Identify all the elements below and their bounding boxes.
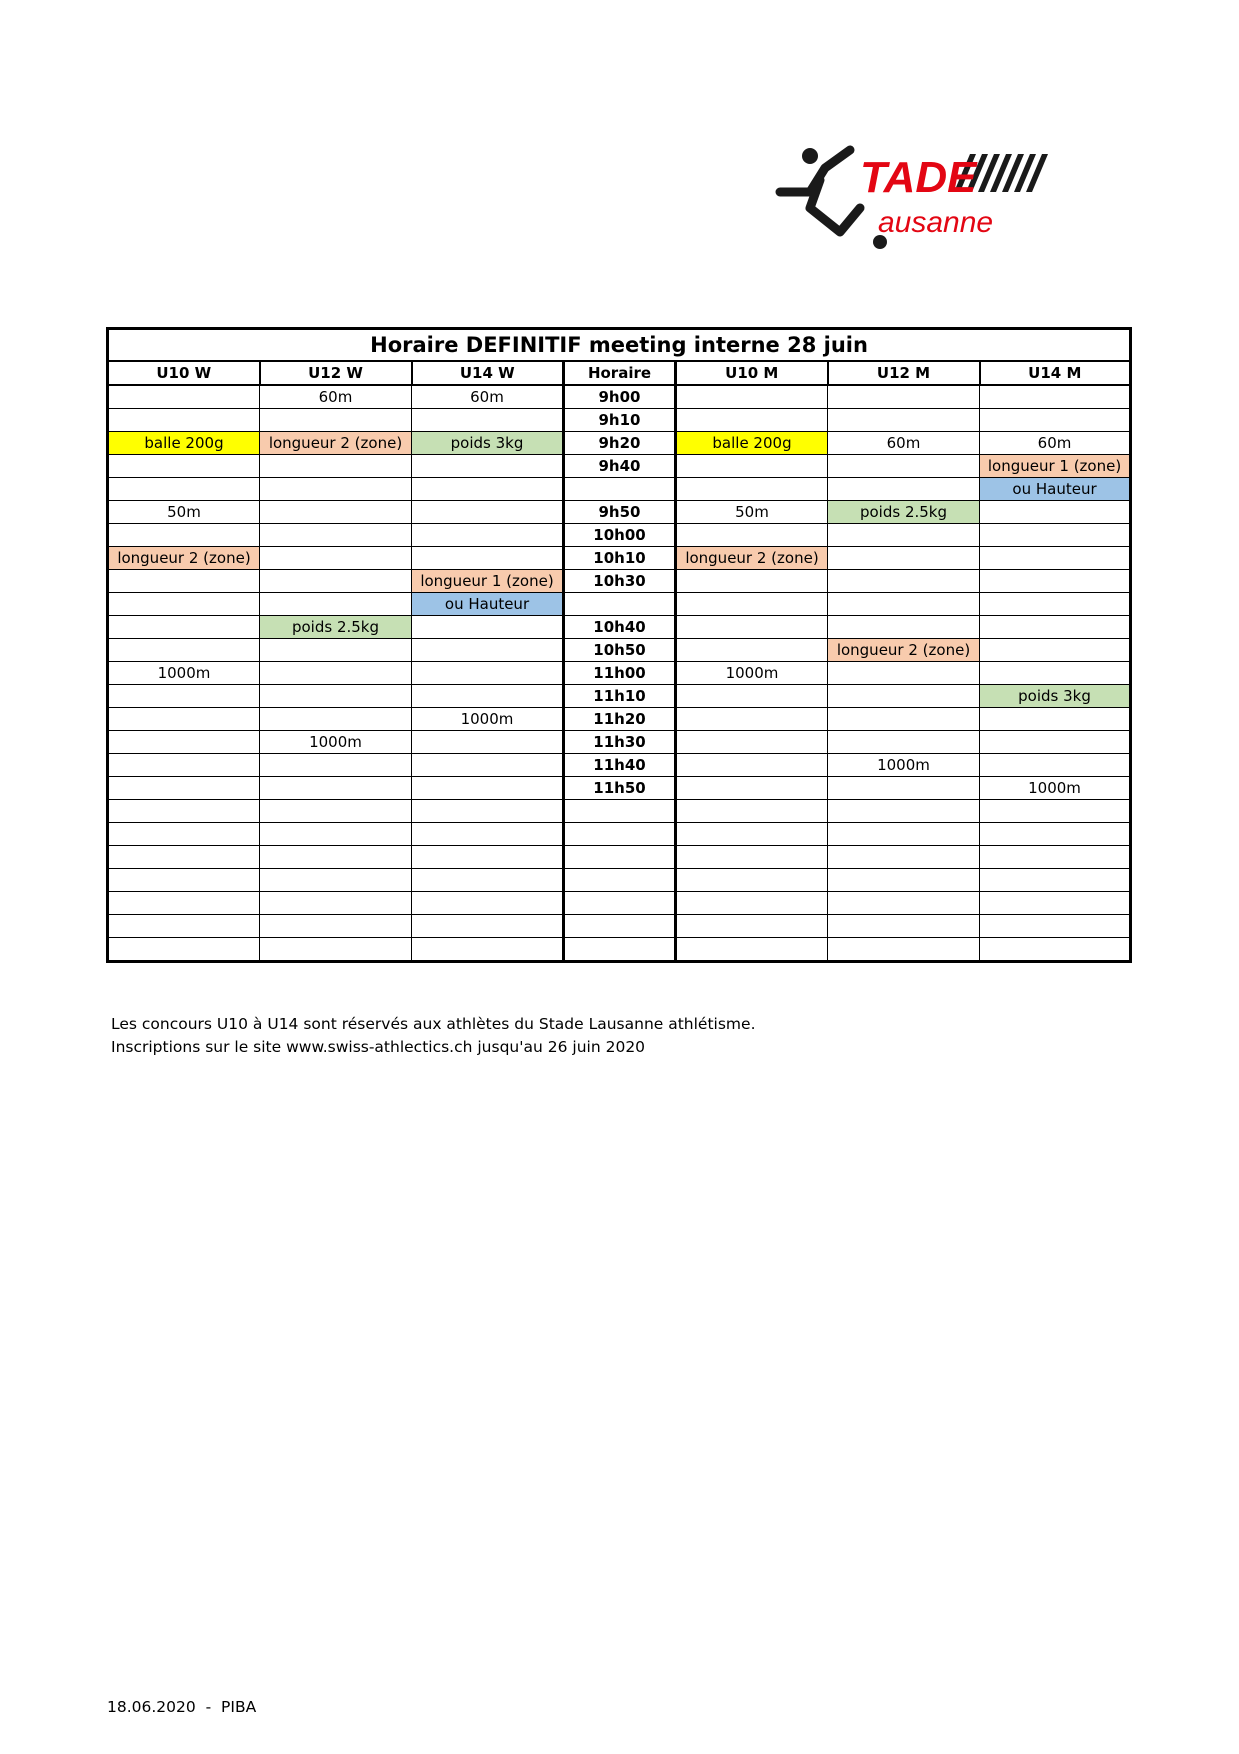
- time-cell: 10h40: [564, 616, 676, 639]
- event-cell: [412, 938, 564, 962]
- event-cell: [676, 639, 828, 662]
- event-cell: 50m: [108, 501, 260, 524]
- event-cell: 1000m: [412, 708, 564, 731]
- event-cell: [676, 846, 828, 869]
- event-cell: [412, 846, 564, 869]
- table-row: [108, 432, 1131, 455]
- event-cell: [108, 616, 260, 639]
- event-cell: [980, 892, 1131, 915]
- table-row: [108, 385, 1131, 409]
- event-cell: [108, 708, 260, 731]
- event-cell: [260, 846, 412, 869]
- table-row: [108, 501, 1131, 524]
- time-cell: 9h00: [564, 385, 676, 409]
- event-cell: [412, 409, 564, 432]
- event-cell: [412, 501, 564, 524]
- event-cell: [828, 731, 980, 754]
- column-header: U14 M: [980, 361, 1131, 385]
- event-cell: [260, 869, 412, 892]
- event-cell: [260, 892, 412, 915]
- table-row: [108, 800, 1131, 823]
- time-cell: 11h00: [564, 662, 676, 685]
- event-cell: 1000m: [676, 662, 828, 685]
- stade-lausanne-logo: [770, 140, 1070, 260]
- event-cell: [108, 777, 260, 800]
- event-cell: [828, 800, 980, 823]
- event-cell: [676, 708, 828, 731]
- note-reserved: Les concours U10 à U14 sont réservés aux athlètes du Stade Lausanne athlétisme.: [111, 1015, 756, 1033]
- event-cell: [260, 570, 412, 593]
- table-row: [108, 754, 1131, 777]
- time-cell: [564, 846, 676, 869]
- event-cell: [828, 869, 980, 892]
- event-cell: [412, 777, 564, 800]
- footer-date-author: 18.06.2020 - PIBA: [107, 1698, 257, 1716]
- event-cell: [828, 478, 980, 501]
- table-row: [108, 731, 1131, 754]
- event-cell: balle 200g: [676, 432, 828, 455]
- event-cell: [676, 777, 828, 800]
- event-cell: [108, 938, 260, 962]
- event-cell: longueur 1 (zone): [412, 570, 564, 593]
- time-cell: 11h50: [564, 777, 676, 800]
- event-cell: [260, 800, 412, 823]
- event-cell: longueur 2 (zone): [676, 547, 828, 570]
- event-cell: [676, 385, 828, 409]
- event-cell: [676, 915, 828, 938]
- schedule-table: [106, 327, 1132, 963]
- table-row: [108, 938, 1131, 962]
- logo-text-sub: ausanne: [878, 206, 994, 239]
- event-cell: [980, 938, 1131, 962]
- event-cell: [828, 915, 980, 938]
- event-cell: [676, 524, 828, 547]
- event-cell: [980, 731, 1131, 754]
- event-cell: longueur 2 (zone): [108, 547, 260, 570]
- event-cell: [980, 708, 1131, 731]
- time-cell: [564, 938, 676, 962]
- time-cell: 11h10: [564, 685, 676, 708]
- event-cell: [412, 685, 564, 708]
- event-cell: [412, 915, 564, 938]
- event-cell: [676, 731, 828, 754]
- column-header: U14 W: [412, 361, 564, 385]
- table-row: [108, 478, 1131, 501]
- event-cell: [412, 478, 564, 501]
- event-cell: [260, 754, 412, 777]
- event-cell: 60m: [260, 385, 412, 409]
- event-cell: [260, 501, 412, 524]
- event-cell: [980, 547, 1131, 570]
- time-cell: [564, 593, 676, 616]
- event-cell: poids 2.5kg: [828, 501, 980, 524]
- event-cell: [980, 823, 1131, 846]
- event-cell: [828, 409, 980, 432]
- event-cell: [980, 662, 1131, 685]
- event-cell: poids 3kg: [980, 685, 1131, 708]
- event-cell: [260, 777, 412, 800]
- table-row: [108, 616, 1131, 639]
- event-cell: [980, 639, 1131, 662]
- schedule-title: Horaire DEFINITIF meeting interne 28 juin: [108, 329, 1131, 362]
- event-cell: [980, 754, 1131, 777]
- event-cell: [412, 823, 564, 846]
- table-row: [108, 869, 1131, 892]
- event-cell: [828, 823, 980, 846]
- event-cell: [412, 731, 564, 754]
- event-cell: [828, 892, 980, 915]
- event-cell: 1000m: [828, 754, 980, 777]
- event-cell: [108, 800, 260, 823]
- event-cell: 60m: [980, 432, 1131, 455]
- event-cell: [108, 915, 260, 938]
- time-cell: 9h10: [564, 409, 676, 432]
- event-cell: [260, 478, 412, 501]
- event-cell: [260, 823, 412, 846]
- event-cell: poids 2.5kg: [260, 616, 412, 639]
- event-cell: [108, 455, 260, 478]
- event-cell: [412, 662, 564, 685]
- table-row: [108, 455, 1131, 478]
- event-cell: [108, 524, 260, 547]
- event-cell: [828, 570, 980, 593]
- time-cell: 10h10: [564, 547, 676, 570]
- event-cell: [260, 593, 412, 616]
- event-cell: [828, 593, 980, 616]
- event-cell: [828, 846, 980, 869]
- event-cell: [108, 892, 260, 915]
- event-cell: ou Hauteur: [980, 478, 1131, 501]
- header-row: [108, 361, 1131, 385]
- event-cell: [828, 662, 980, 685]
- event-cell: [260, 685, 412, 708]
- time-cell: 11h40: [564, 754, 676, 777]
- event-cell: balle 200g: [108, 432, 260, 455]
- event-cell: [108, 385, 260, 409]
- table-row: [108, 892, 1131, 915]
- event-cell: [980, 846, 1131, 869]
- column-header: Horaire: [564, 361, 676, 385]
- event-cell: [828, 385, 980, 409]
- event-cell: [676, 685, 828, 708]
- event-cell: [980, 869, 1131, 892]
- runner-logo-icon: [770, 140, 1070, 260]
- event-cell: [828, 616, 980, 639]
- event-cell: [260, 708, 412, 731]
- event-cell: [108, 869, 260, 892]
- event-cell: [676, 800, 828, 823]
- event-cell: [980, 800, 1131, 823]
- column-header: U12 W: [260, 361, 412, 385]
- event-cell: [828, 524, 980, 547]
- time-cell: [564, 823, 676, 846]
- event-cell: [828, 547, 980, 570]
- event-cell: [412, 892, 564, 915]
- table-row: [108, 823, 1131, 846]
- column-header: U10 W: [108, 361, 260, 385]
- event-cell: [260, 938, 412, 962]
- time-cell: 9h40: [564, 455, 676, 478]
- event-cell: poids 3kg: [412, 432, 564, 455]
- event-cell: [828, 938, 980, 962]
- event-cell: [980, 409, 1131, 432]
- time-cell: [564, 800, 676, 823]
- schedule-body: [108, 385, 1131, 962]
- time-cell: 10h00: [564, 524, 676, 547]
- event-cell: [412, 754, 564, 777]
- event-cell: [980, 570, 1131, 593]
- event-cell: ou Hauteur: [412, 593, 564, 616]
- event-cell: [676, 593, 828, 616]
- time-cell: [564, 892, 676, 915]
- event-cell: [260, 915, 412, 938]
- time-cell: 10h50: [564, 639, 676, 662]
- event-cell: 60m: [412, 385, 564, 409]
- event-cell: [260, 639, 412, 662]
- event-cell: [108, 846, 260, 869]
- time-cell: [564, 915, 676, 938]
- event-cell: [108, 823, 260, 846]
- event-cell: [412, 639, 564, 662]
- event-cell: [412, 616, 564, 639]
- table-row: [108, 685, 1131, 708]
- event-cell: [980, 915, 1131, 938]
- time-cell: [564, 478, 676, 501]
- time-cell: [564, 869, 676, 892]
- event-cell: 1000m: [260, 731, 412, 754]
- event-cell: [676, 616, 828, 639]
- table-row: [108, 708, 1131, 731]
- event-cell: [828, 777, 980, 800]
- column-header: U10 M: [676, 361, 828, 385]
- event-cell: [980, 524, 1131, 547]
- table-row: [108, 593, 1131, 616]
- event-cell: [980, 616, 1131, 639]
- event-cell: [676, 892, 828, 915]
- event-cell: [412, 524, 564, 547]
- note-registration: Inscriptions sur le site www.swiss-athlectics.ch jusqu'au 26 juin 2020: [111, 1038, 646, 1056]
- event-cell: [676, 938, 828, 962]
- event-cell: [980, 385, 1131, 409]
- event-cell: [260, 547, 412, 570]
- event-cell: [260, 524, 412, 547]
- event-cell: longueur 1 (zone): [980, 455, 1131, 478]
- table-row: [108, 570, 1131, 593]
- event-cell: [412, 869, 564, 892]
- table-row: [108, 846, 1131, 869]
- event-cell: [108, 754, 260, 777]
- event-cell: 60m: [828, 432, 980, 455]
- event-cell: [108, 685, 260, 708]
- logo-text-main: TADE: [860, 153, 977, 202]
- event-cell: [108, 478, 260, 501]
- event-cell: [108, 570, 260, 593]
- event-cell: [676, 478, 828, 501]
- table-row: [108, 777, 1131, 800]
- event-cell: [676, 455, 828, 478]
- event-cell: [260, 455, 412, 478]
- column-header: U12 M: [828, 361, 980, 385]
- event-cell: [260, 409, 412, 432]
- table-row: [108, 915, 1131, 938]
- event-cell: longueur 2 (zone): [260, 432, 412, 455]
- event-cell: 50m: [676, 501, 828, 524]
- event-cell: [412, 455, 564, 478]
- event-cell: [260, 662, 412, 685]
- event-cell: [108, 731, 260, 754]
- table-row: [108, 639, 1131, 662]
- event-cell: [412, 547, 564, 570]
- time-cell: 11h20: [564, 708, 676, 731]
- event-cell: longueur 2 (zone): [828, 639, 980, 662]
- event-cell: [108, 409, 260, 432]
- event-cell: 1000m: [980, 777, 1131, 800]
- table-row: [108, 547, 1131, 570]
- event-cell: 1000m: [108, 662, 260, 685]
- time-cell: 10h30: [564, 570, 676, 593]
- event-cell: [412, 800, 564, 823]
- event-cell: [828, 685, 980, 708]
- event-cell: [980, 593, 1131, 616]
- event-cell: [676, 570, 828, 593]
- event-cell: [108, 639, 260, 662]
- time-cell: 9h50: [564, 501, 676, 524]
- table-row: [108, 662, 1131, 685]
- table-row: [108, 409, 1131, 432]
- event-cell: [676, 754, 828, 777]
- event-cell: [828, 708, 980, 731]
- event-cell: [676, 823, 828, 846]
- event-cell: [108, 593, 260, 616]
- event-cell: [676, 869, 828, 892]
- time-cell: 9h20: [564, 432, 676, 455]
- event-cell: [828, 455, 980, 478]
- event-cell: [980, 501, 1131, 524]
- time-cell: 11h30: [564, 731, 676, 754]
- table-row: [108, 524, 1131, 547]
- event-cell: [676, 409, 828, 432]
- notes: [111, 1013, 756, 1059]
